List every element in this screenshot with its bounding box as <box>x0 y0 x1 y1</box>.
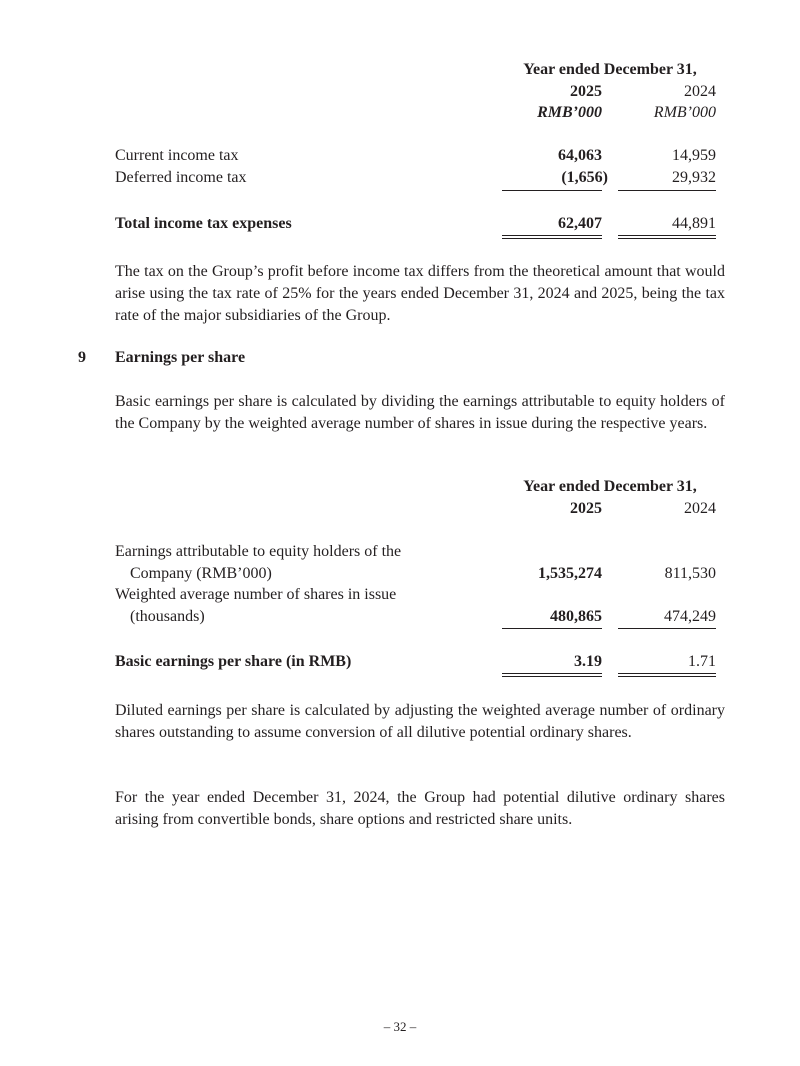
total-income-tax-2025: 62,407 <box>558 215 602 232</box>
shares-label-line1: Weighted average number of shares in issue <box>115 586 397 603</box>
table1-total-double-rule-2025 <box>502 235 602 239</box>
table1-header: Year ended December 31, <box>523 61 697 78</box>
table1-subtotal-rule-2025 <box>502 190 602 191</box>
table1-unit-2025: RMB’000 <box>537 104 602 121</box>
table1-subtotal-rule-2024 <box>618 190 716 191</box>
table2-subtotal-rule-2025 <box>502 628 602 629</box>
section-number: 9 <box>78 349 86 366</box>
tax-rate-paragraph: The tax on the Group’s profit before income tax differs from the theoretical amount that would arise using the tax rate of 25% for the years ended December 31, 2024 and 2025, being the tax rate of the major subsidiaries of the Group. <box>115 263 725 324</box>
earnings-2025: 1,535,274 <box>538 565 602 582</box>
table2-total-double-rule-2024 <box>618 673 716 677</box>
basic-eps-label: Basic earnings per share (in RMB) <box>115 653 352 670</box>
shares-label-line2: (thousands) <box>130 608 205 625</box>
current-income-tax-2025: 64,063 <box>558 147 602 164</box>
basic-eps-2024: 1.71 <box>688 653 716 670</box>
earnings-2024: 811,530 <box>664 565 716 582</box>
dilutive-shares-paragraph: For the year ended December 31, 2024, the Group had potential dilutive ordinary shares arising from convertible bonds, share options and restricted share units. <box>115 789 725 828</box>
shares-2025: 480,865 <box>550 608 602 625</box>
table2-subtotal-rule-2024 <box>618 628 716 629</box>
current-income-tax-label: Current income tax <box>115 147 239 164</box>
table1-year-2025: 2025 <box>570 83 602 100</box>
section-title: Earnings per share <box>115 349 246 366</box>
current-income-tax-2024: 14,959 <box>672 147 716 164</box>
total-income-tax-label: Total income tax expenses <box>115 215 292 232</box>
table2-year-2025: 2025 <box>570 500 602 517</box>
deferred-income-tax-2024: 29,932 <box>672 169 716 186</box>
deferred-income-tax-label: Deferred income tax <box>115 169 247 186</box>
table2-header: Year ended December 31, <box>523 478 697 495</box>
shares-2024: 474,249 <box>664 608 716 625</box>
table2-total-double-rule-2025 <box>502 673 602 677</box>
total-income-tax-2024: 44,891 <box>672 215 716 232</box>
earnings-label-line1: Earnings attributable to equity holders of the <box>115 543 402 560</box>
table2-year-2024: 2024 <box>684 500 716 517</box>
table1-year-2024: 2024 <box>684 83 716 100</box>
earnings-label-line2: Company (RMB’000) <box>130 565 272 582</box>
table1-unit-2024: RMB’000 <box>653 104 716 121</box>
deferred-income-tax-2025: (1,656) <box>561 169 608 186</box>
basic-eps-2025: 3.19 <box>574 653 602 670</box>
basic-eps-paragraph: Basic earnings per share is calculated by dividing the earnings attributable to equity holders of the Company by the weighted average number of shares in issue during the respective years. <box>115 393 725 432</box>
diluted-eps-paragraph: Diluted earnings per share is calculated by adjusting the weighted average number of ordinary shares outstanding to assume conversion of all dilutive potential ordinary shares. <box>115 702 725 741</box>
page-number: – 32 – <box>383 1019 417 1034</box>
table1-total-double-rule-2024 <box>618 235 716 239</box>
